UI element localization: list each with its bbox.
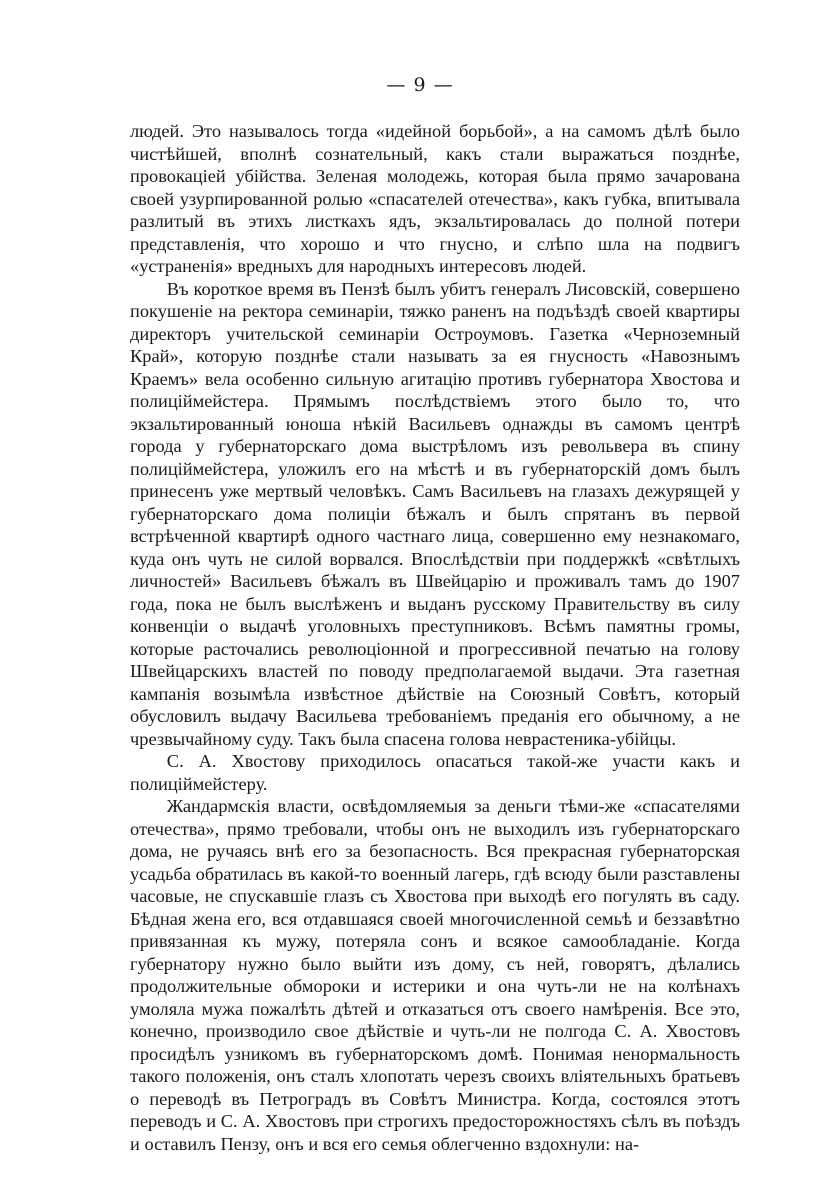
paragraph-1: людей. Это называлось тогда «идейной борьбой», а на самомъ дѣлѣ было чистѣйшей, вполнѣ сознательный, какъ стали выражаться позднѣе, провокацiей убiйства. Зеленая молодежь, которая была прямо зачарована своей узурпированной ролью «спасателей отечества», какъ губка, впитывала разлитый въ этихъ листкахъ ядъ, экзальтировалась до полной потери представленiя, что хорошо и что гнусно, и слѣпо шла на подвигъ «устраненiя» вредныхъ для народныхъ интересовъ людей. (130, 121, 740, 276)
paragraph-3: С. А. Хвостову приходилось опасаться такой-же участи какъ и полицiймейстеру. (130, 751, 740, 794)
body-text (130, 120, 740, 1155)
paragraph-2: Въ короткое время въ Пензѣ былъ убитъ генералъ Лисовскiй, совершено покушенiе на ректора семинарiи, тяжко раненъ на подъѣздѣ своей квартиры директоръ учительской семинарiи Остроумовъ. Газетка «Черноземный Край», которую позднѣе стали называть за ея гнусность «Навознымъ Краемъ» вела особенно сильную агитацiю противъ губернатора Хвостова и полицiймейстера. Прямымъ послѣдствiемъ этого было то, что экзальтированный юноша нѣкiй Васильевъ однажды въ самомъ центрѣ города у губернаторскаго дома выстрѣломъ изъ револьвера въ спину полицiймейстера, уложилъ его на мѣстѣ и въ губернаторскiй домъ былъ принесенъ уже мертвый человѣкъ. Самъ Васильевъ на глазахъ дежурящей у губернаторскаго дома полицiи бѣжалъ и былъ спрятанъ въ первой встрѣченной квартирѣ одного частнаго лица, совершенно ему незнакомаго, куда онъ чуть не силой ворвался. Впослѣдствiи при поддержкѣ «свѣтлыхъ личностей» Васильевъ бѣжалъ въ Швейцарiю и проживалъ тамъ до 1907 года, пока не былъ выслѣженъ и выданъ русскому Правительству въ силу конвенцiи о выдачѣ уголовныхъ преступниковъ. Всѣмъ памятны громы, которые расточались революцiонной и прогрессивной печатью на голову Швейцарскихъ властей по поводу предполагаемой выдачи. Эта газетная кампанiя возымѣла извѣстное дѣйствiе на Союзный Совѣтъ, который обусловилъ выдачу Васильева требованiемъ преданiя его обычному, а не чрезвычайному суду. Такъ была спасена голова неврастеника-убiйцы. (130, 278, 740, 749)
page-number: — 9 — (386, 74, 454, 96)
paragraph-4: Жандармскiя власти, освѣдомляемыя за деньги тѣми-же «спасателями отечества», прямо требовали, чтобы онъ не выходилъ изъ губернаторскаго дома, не ручаясь внѣ его за безопасность. Вся прекрасная губернаторская усадьба обратилась въ какой-то военный лагерь, гдѣ всюду были разставлены часовые, не спускавшiе глазъ съ Хвостова при выходѣ его погулять въ саду. Бѣдная жена его, вся отдавшаяся своей многочисленной семьѣ и беззавѣтно привязанная къ мужу, потеряла сонъ и всякое самообладанiе. Когда губернатору нужно было выйти изъ дому, съ ней, говорятъ, дѣлались продолжительные обмороки и истерики и она чуть-ли не на колѣнахъ умоляла мужа пожалѣть дѣтей и отказаться отъ своего намѣренiя. Все это, конечно, производило свое дѣйствiе и чуть-ли не полгода С. А. Хвостовъ просидѣлъ узникомъ въ губернаторскомъ домѣ. Понимая ненормальность такого положенiя, онъ сталъ хлопотать черезъ своихъ влiятельныхъ братьевъ о переводѣ въ Петроградъ въ Совѣтъ Министра. Когда, состоялся этотъ переводъ и С. А. Хвостовъ при строгихъ предосторожностяхъ сѣлъ въ поѣздъ и оставилъ Пензу, онъ и вся его семья облегченно вздохнули: на- (130, 796, 740, 1154)
